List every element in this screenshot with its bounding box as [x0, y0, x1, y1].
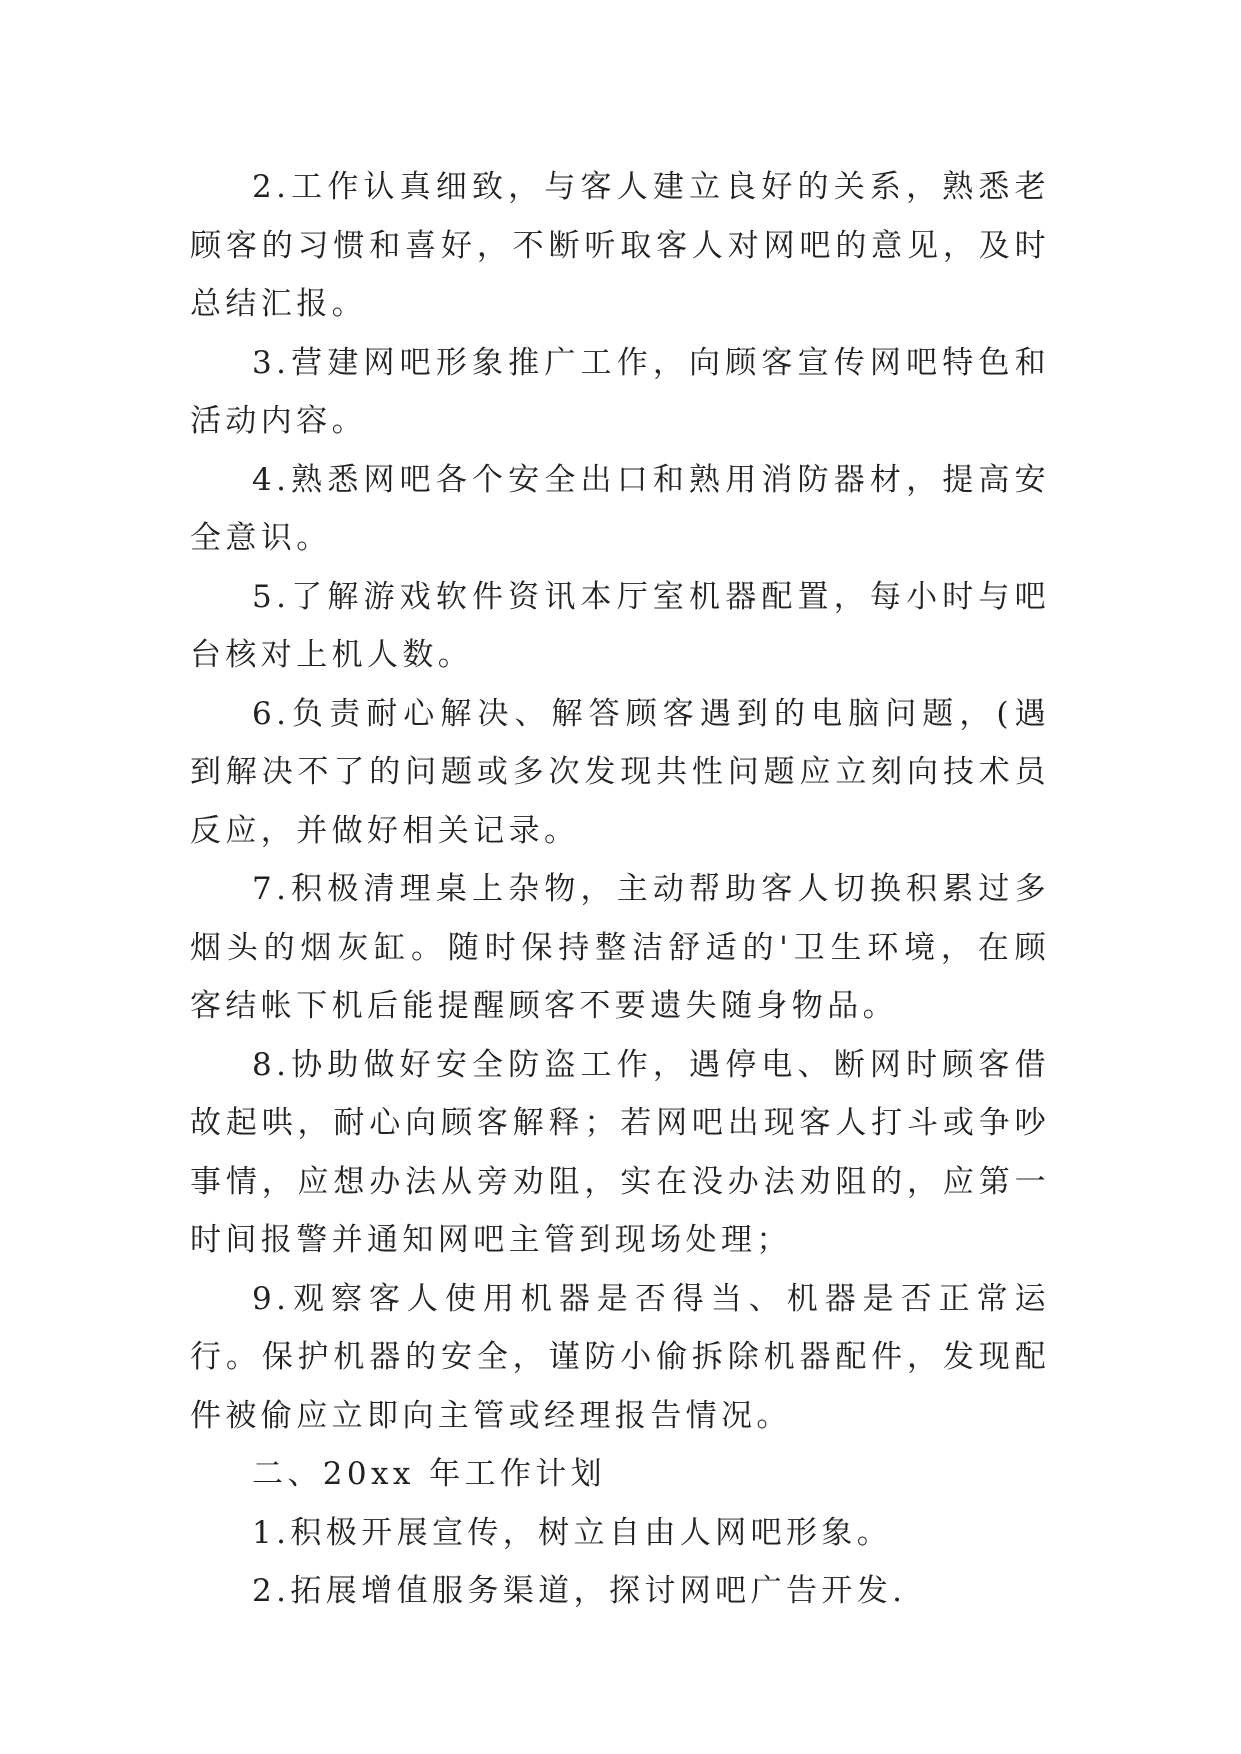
- paragraph-item-9-machine-protection: 9.观察客人使用机器是否得当、机器是否正常运行。保护机器的安全，谨防小偷拆除机器配件，发现配件被偷应立即向主管或经理报告情况。: [190, 1280, 1050, 1434]
- paragraph-item-2-customer-relations: 2.工作认真细致，与客人建立良好的关系，熟悉老顾客的习惯和喜好，不断听取客人对网吧的意见，及时总结汇报。: [190, 169, 1050, 322]
- plan-item-2-value-added-services: 2.拓展增值服务渠道，探讨网吧广告开发.: [252, 1573, 907, 1609]
- paragraph-item-7-cleaning: 7.积极清理桌上杂物，主动帮助客人切换积累过多烟头的烟灰缸。随时保持整洁舒适的'卫生环境，在顾客结帐下机后能提醒顾客不要遗失随身物品。: [190, 871, 1050, 1024]
- paragraph-item-8-security: 8.协助做好安全防盗工作，遇停电、断网时顾客借故起哄，耐心向顾客解释；若网吧出现客人打斗或争吵事情，应想办法从旁劝阻，实在没办法劝阻的，应第一时间报警并通知网吧主管到现场处理；: [190, 1046, 1050, 1258]
- paragraph-item-6-computer-problems: 6.负责耐心解决、解答顾客遇到的电脑问题，(遇到解决不了的问题或多次发现共性问题应立刻向技术员反应，并做好相关记录。: [190, 695, 1050, 849]
- document-body: [190, 158, 1050, 1621]
- paragraph-item-4-safety-exits: 4.熟悉网吧各个安全出口和熟用消防器材，提高安全意识。: [190, 461, 1050, 556]
- plan-item-1-publicity: 1.积极开展宣传，树立自由人网吧形象。: [252, 1514, 893, 1551]
- paragraph-item-5-machine-config: 5.了解游戏软件资讯本厅室机器配置，每小时与吧台核对上机人数。: [190, 578, 1050, 673]
- paragraph-item-3-promotion: 3.营建网吧形象推广工作，向顾客宣传网吧特色和活动内容。: [190, 344, 1050, 439]
- section-heading-work-plan: 二、20xx 年工作计划: [252, 1456, 607, 1492]
